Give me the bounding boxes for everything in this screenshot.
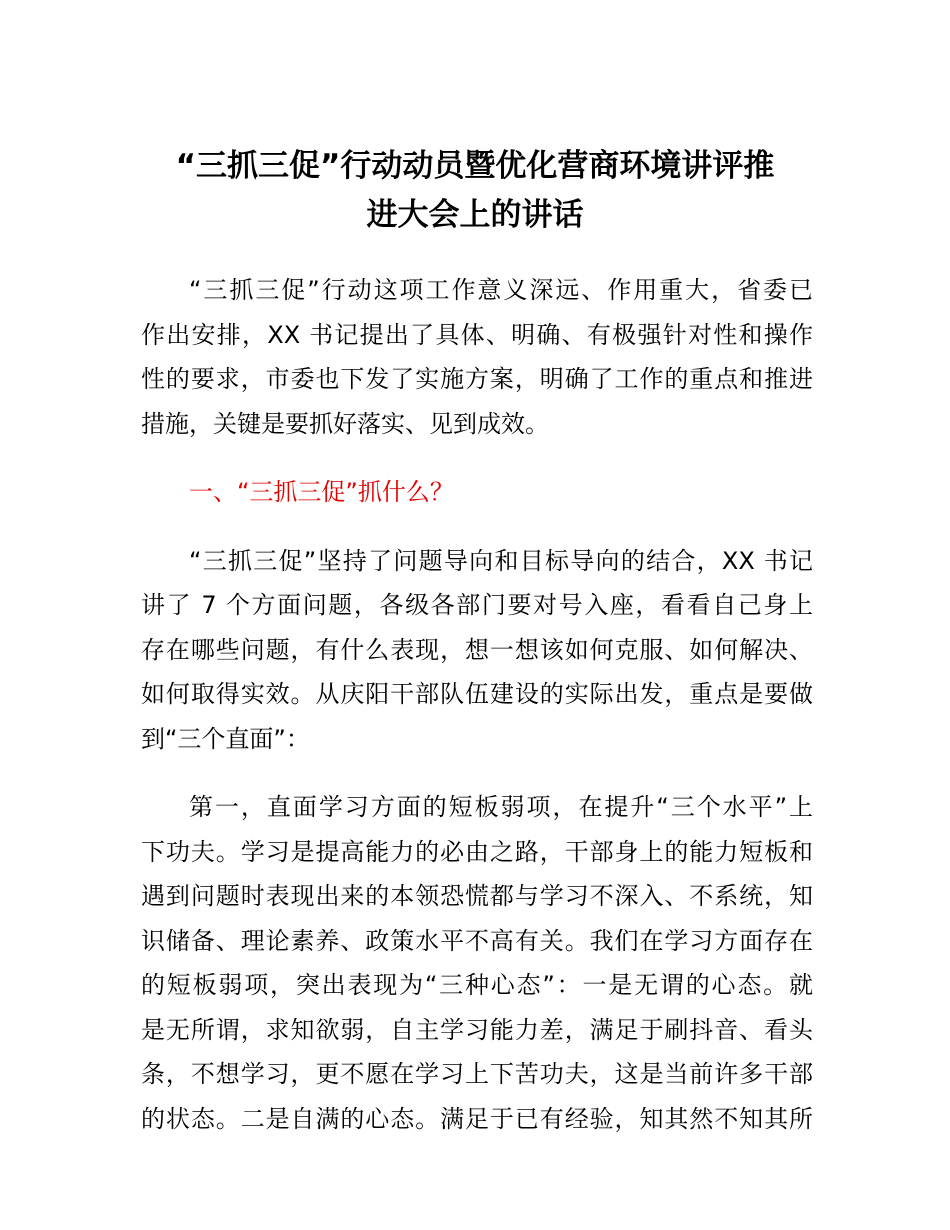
text-line: 到“三个直面”： xyxy=(141,724,310,753)
paragraph-problems xyxy=(141,539,813,762)
title-line: “三抓三促”行动动员暨优化营商环境讲评推 xyxy=(175,148,775,184)
text-line: 的状态。二是自满的心态。满足于已有经验，知其然不知其所 xyxy=(141,1104,813,1133)
text-line: 识储备、理论素养、政策水平不高有关。我们在学习方面存在 xyxy=(141,926,813,955)
section-heading: 一、“三抓三促”抓什么？ xyxy=(189,478,454,506)
text-line: “三抓三促”坚持了问题导向和目标导向的结合，XX 书记 xyxy=(189,546,813,575)
document-body xyxy=(141,268,813,1165)
text-line: 措施，关键是要抓好落实、见到成效。 xyxy=(141,409,549,438)
text-line: 如何取得实效。从庆阳干部队伍建设的实际出发，重点是要做 xyxy=(141,680,813,708)
text-line: 是无所谓，求知欲弱，自主学习能力差，满足于刷抖音、看头 xyxy=(141,1015,813,1044)
paragraph-intro xyxy=(141,268,813,446)
text-line: 作出安排，XX 书记提出了具体、明确、有极强针对性和操作 xyxy=(141,320,813,349)
text-line: “三抓三促”行动这项工作意义深远、作用重大，省委已 xyxy=(189,276,813,304)
text-line: 性的要求，市委也下发了实施方案，明确了工作的重点和推进 xyxy=(141,365,813,393)
text-line: 条，不想学习，更不愿在学习上下苦功夫，这是当前许多干部 xyxy=(141,1060,813,1088)
document-title xyxy=(100,142,850,240)
text-line: 下功夫。学习是提高能力的必由之路，干部身上的能力短板和 xyxy=(141,837,813,866)
text-line: 的短板弱项，突出表现为“三种心态”：一是无谓的心态。就 xyxy=(141,971,813,999)
text-line: 遇到问题时表现出来的本领恐慌都与学习不深入、不系统，知 xyxy=(141,882,813,910)
text-line: 讲了 7 个方面问题，各级各部门要对号入座，看看自己身上 xyxy=(141,591,813,619)
text-line: 第一，直面学习方面的短板弱项，在提升“三个水平”上 xyxy=(189,793,813,821)
paragraph-study xyxy=(141,785,813,1141)
text-line: 存在哪些问题，有什么表现，想一想该如何克服、如何解决、 xyxy=(141,635,813,664)
title-line: 进大会上的讲话 xyxy=(366,197,584,233)
